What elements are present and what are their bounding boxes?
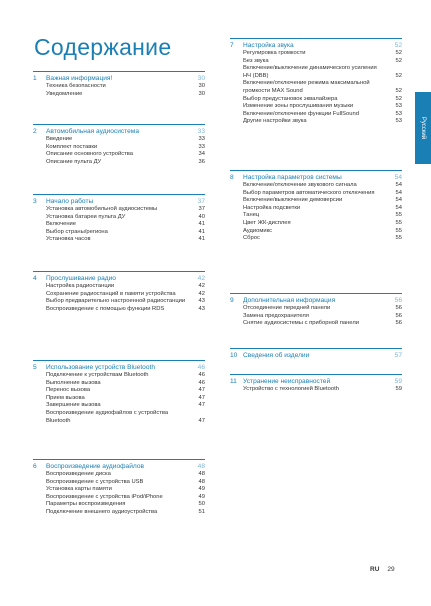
entry-page-number: 56 (395, 320, 402, 327)
toc-entry[interactable] (33, 159, 205, 167)
section-heading[interactable] (230, 377, 402, 386)
section-divider (33, 71, 205, 72)
entry-title: Включение/выключение демоверсии (243, 197, 343, 204)
page-title: Содержание (34, 34, 172, 60)
toc-entry[interactable] (33, 283, 205, 291)
entry-title: Выбор параметров автоматического отключения (243, 189, 375, 196)
toc-section (230, 170, 402, 243)
entry-title: Включение/отключение режима максимальной громкости MAX Sound (243, 80, 370, 94)
toc-entry[interactable] (33, 151, 205, 159)
section-page-number: 30 (197, 75, 205, 82)
entry-title: Уведомление (46, 90, 83, 97)
section-number: 4 (33, 275, 37, 282)
entry-page-number: 49 (198, 486, 205, 493)
section-title: Воспроизведение аудиофайлов (46, 463, 144, 470)
entry-page-number: 46 (198, 379, 205, 386)
entry-title: Установка батареи пульта ДУ (46, 213, 126, 220)
entry-title: Снятие аудиосистемы с приборной панели (243, 320, 359, 327)
page-footer (370, 566, 395, 573)
entry-title: Завершение вызова (46, 402, 101, 409)
section-title: Прослушивание радио (46, 275, 116, 282)
entry-page-number: 56 (395, 305, 402, 311)
section-number: 11 (230, 378, 237, 385)
footer-page-number: 29 (387, 566, 395, 573)
toc-section (33, 271, 205, 313)
entry-title: Техника безопасности (46, 83, 106, 89)
entry-page-number: 37 (198, 206, 205, 212)
toc-entry[interactable] (33, 206, 205, 214)
toc-section (33, 194, 205, 244)
toc-entry[interactable] (33, 306, 205, 314)
section-divider (230, 293, 402, 294)
entry-title: Цвет ЖК-дисплея (243, 219, 291, 226)
toc-entry[interactable] (33, 136, 205, 144)
toc-entry[interactable] (33, 395, 205, 403)
entry-title: Прием вызова (46, 394, 85, 401)
toc-entry[interactable] (230, 212, 402, 220)
entry-page-number: 53 (395, 110, 402, 117)
toc-entry[interactable] (33, 372, 205, 380)
toc-section (33, 459, 205, 517)
toc-entry[interactable] (33, 83, 205, 91)
toc-entry[interactable] (230, 197, 402, 205)
section-number: 7 (230, 42, 234, 49)
entry-page-number: 55 (395, 235, 402, 242)
section-title: Начало работы (46, 198, 94, 205)
toc-entry[interactable] (230, 220, 402, 228)
entry-page-number: 53 (395, 103, 402, 110)
toc-entry[interactable] (230, 320, 402, 328)
entry-page-number: 41 (198, 221, 205, 228)
section-page-number: 52 (394, 42, 402, 49)
entry-page-number: 55 (395, 227, 402, 234)
entry-page-number: 52 (395, 57, 402, 64)
section-number: 3 (33, 198, 37, 205)
toc-section (33, 360, 205, 425)
section-number: 2 (33, 128, 37, 135)
entry-title: Без звука (243, 57, 269, 64)
toc-entry[interactable] (33, 486, 205, 494)
entry-page-number: 50 (198, 501, 205, 508)
entry-page-number: 33 (198, 136, 205, 142)
toc-entry[interactable] (33, 479, 205, 487)
section-page-number: 59 (394, 378, 402, 385)
toc-entry[interactable] (33, 214, 205, 222)
entry-title: Выбор предварительно настроенной радиостанции (46, 298, 186, 305)
entry-title: Устройство с технологией Bluetooth (243, 386, 339, 392)
toc-entry[interactable] (230, 182, 402, 190)
entry-title: Настройка радиостанции (46, 283, 115, 289)
entry-page-number: 51 (198, 508, 205, 515)
section-divider (33, 459, 205, 460)
entry-page-number: 59 (395, 386, 402, 392)
entry-title: Выбор предустановок эквалайзера (243, 95, 338, 102)
entry-page-number: 55 (395, 219, 402, 226)
entry-title: Подключение внешнего аудиоустройства (46, 508, 158, 515)
section-title: Настройка звука (243, 42, 294, 49)
toc-section (230, 38, 402, 126)
entry-title: Выбор страны/региона (46, 228, 108, 235)
entry-title: Установка часов (46, 236, 91, 243)
entry-title: Параметры воспроизведения (46, 501, 126, 508)
entry-page-number: 47 (198, 394, 205, 401)
entry-page-number: 52 (395, 50, 402, 56)
language-side-tab (415, 92, 431, 164)
entry-page-number: 48 (198, 471, 205, 477)
toc-entry[interactable] (33, 410, 205, 425)
section-divider (230, 170, 402, 171)
toc-entry[interactable] (230, 80, 402, 95)
section-number: 8 (230, 174, 234, 181)
entry-page-number: 42 (198, 283, 205, 289)
toc-entry[interactable] (230, 103, 402, 111)
entry-page-number: 55 (395, 212, 402, 219)
entry-page-number: 54 (395, 204, 402, 211)
entry-title: Воспроизведение диска (46, 471, 111, 477)
toc-entry[interactable] (33, 298, 205, 306)
section-page-number: 46 (197, 364, 205, 371)
section-divider (33, 271, 205, 272)
entry-title: Установка карты памяти (46, 486, 112, 493)
section-divider (33, 360, 205, 361)
entry-page-number: 33 (198, 143, 205, 150)
section-page-number: 33 (197, 128, 205, 135)
toc-entry[interactable] (33, 221, 205, 229)
toc-entry[interactable] (33, 471, 205, 479)
toc-section (230, 374, 402, 394)
section-heading[interactable] (230, 41, 402, 50)
section-heading[interactable] (33, 363, 205, 372)
entry-page-number: 56 (395, 312, 402, 319)
section-page-number: 42 (197, 275, 205, 282)
toc-entry[interactable] (230, 96, 402, 104)
entry-title: Включение (46, 221, 76, 228)
entry-title: Регулировка громкости (243, 50, 306, 56)
entry-title: Аудиомикс (243, 227, 273, 234)
entry-page-number: 41 (198, 236, 205, 243)
toc-entry[interactable] (230, 50, 402, 58)
entry-title: Выполнение вызова (46, 379, 101, 386)
toc-entry[interactable] (33, 509, 205, 517)
entry-page-number: 54 (395, 182, 402, 188)
section-title: Устранение неисправностей (243, 378, 331, 385)
section-page-number: 54 (394, 174, 402, 181)
toc-section (230, 293, 402, 328)
entry-title: Введение (46, 136, 73, 142)
entry-title: Сброс (243, 235, 260, 242)
section-title: Настройка параметров системы (243, 174, 342, 181)
entry-page-number: 43 (198, 298, 205, 305)
section-divider (33, 124, 205, 125)
toc-entry[interactable] (230, 118, 402, 126)
entry-title: Другие настройки звука (243, 118, 307, 125)
entry-page-number: 42 (198, 290, 205, 297)
toc-entry[interactable] (230, 386, 402, 394)
section-heading[interactable] (33, 462, 205, 471)
toc-entry[interactable] (230, 228, 402, 236)
entry-title: Установка автомобильной аудиосистемы (46, 206, 158, 212)
entry-page-number: 53 (395, 118, 402, 125)
section-title: Сведения об изделии (243, 352, 310, 359)
entry-page-number: 48 (198, 478, 205, 485)
section-title: Дополнительная информация (243, 297, 336, 304)
section-heading[interactable] (230, 296, 402, 305)
entry-page-number: 40 (198, 213, 205, 220)
entry-page-number: 46 (198, 372, 205, 378)
section-heading[interactable] (230, 173, 402, 182)
section-divider (230, 374, 402, 375)
entry-page-number: 52 (395, 87, 402, 94)
entry-title: Воспроизведение с устройства USB (46, 478, 144, 485)
section-divider (230, 348, 402, 349)
section-number: 9 (230, 297, 234, 304)
entry-title: Включение/выключение динамического усиления НЧ (DBB) (243, 65, 377, 79)
toc-entry[interactable] (230, 58, 402, 66)
section-title: Автомобильная аудиосистема (46, 128, 139, 135)
section-heading[interactable] (33, 127, 205, 136)
section-number: 5 (33, 364, 37, 371)
section-number: 1 (33, 75, 37, 82)
toc-entry[interactable] (230, 190, 402, 198)
section-title: Важная информация! (46, 75, 113, 82)
toc-section (33, 124, 205, 166)
entry-page-number: 41 (198, 228, 205, 235)
toc-entry[interactable] (33, 402, 205, 410)
entry-title: Отсоединение передней панели (243, 305, 331, 311)
entry-title: Включение/отключение звукового сигнала (243, 182, 357, 188)
toc-entry[interactable] (33, 236, 205, 244)
toc-entry[interactable] (33, 91, 205, 99)
entry-page-number: 36 (198, 158, 205, 165)
entry-page-number: 30 (198, 90, 205, 97)
section-heading[interactable] (33, 274, 205, 283)
entry-title: Подключение к устройствам Bluetooth (46, 372, 149, 378)
entry-page-number: 52 (395, 72, 402, 79)
section-page-number: 37 (197, 198, 205, 205)
entry-title: Изменение зоны прослушивания музыки (243, 103, 354, 110)
entry-title: Воспроизведение с помощью функции RDS (46, 305, 165, 312)
section-heading[interactable] (230, 351, 402, 360)
entry-page-number: 47 (198, 387, 205, 394)
toc-entry[interactable] (230, 65, 402, 80)
entry-page-number: 49 (198, 493, 205, 500)
entry-page-number: 54 (395, 189, 402, 196)
entry-page-number: 30 (198, 83, 205, 89)
entry-title: Описание пульта ДУ (46, 158, 102, 165)
section-title: Использование устройств Bluetooth (46, 364, 156, 371)
entry-page-number: 54 (395, 197, 402, 204)
section-heading[interactable] (33, 197, 205, 206)
section-page-number: 57 (394, 352, 402, 359)
entry-title: Замена предохранителя (243, 312, 309, 319)
section-page-number: 56 (394, 297, 402, 304)
entry-page-number: 34 (198, 151, 205, 158)
entry-title: Воспроизведение аудиофайлов с устройства Bluetooth (46, 409, 169, 424)
entry-title: Перенос вызова (46, 387, 91, 394)
section-divider (230, 38, 402, 39)
footer-language: RU (370, 566, 380, 573)
entry-page-number: 52 (395, 95, 402, 102)
toc-entry[interactable] (33, 494, 205, 502)
entry-page-number: 47 (198, 417, 205, 424)
entry-title: Описание основного устройства (46, 151, 134, 158)
entry-title: Воспроизведение с устройства iPod/iPhone (46, 493, 163, 500)
toc-section (230, 348, 402, 360)
toc-entry[interactable] (230, 305, 402, 313)
entry-title: Танец (243, 212, 260, 219)
section-number: 10 (230, 352, 238, 359)
toc-section (33, 71, 205, 98)
section-number: 6 (33, 463, 37, 470)
entry-page-number: 47 (198, 402, 205, 409)
toc-entry[interactable] (33, 387, 205, 395)
entry-title: Сохранение радиостанций в памяти устройства (46, 290, 176, 297)
entry-page-number: 43 (198, 305, 205, 312)
entry-title: Настройка подсветки (243, 204, 301, 211)
side-tab-label: Русский (420, 116, 426, 140)
toc-entry[interactable] (33, 380, 205, 388)
entry-title: Комплект поставки (46, 143, 98, 150)
section-divider (33, 194, 205, 195)
section-page-number: 48 (197, 463, 205, 470)
entry-title: Включение/отключение функции FullSound (243, 110, 359, 117)
toc-entry[interactable] (33, 501, 205, 509)
toc-entry[interactable] (33, 229, 205, 237)
toc-entry[interactable] (230, 205, 402, 213)
section-heading[interactable] (33, 74, 205, 83)
toc-entry[interactable] (230, 235, 402, 243)
